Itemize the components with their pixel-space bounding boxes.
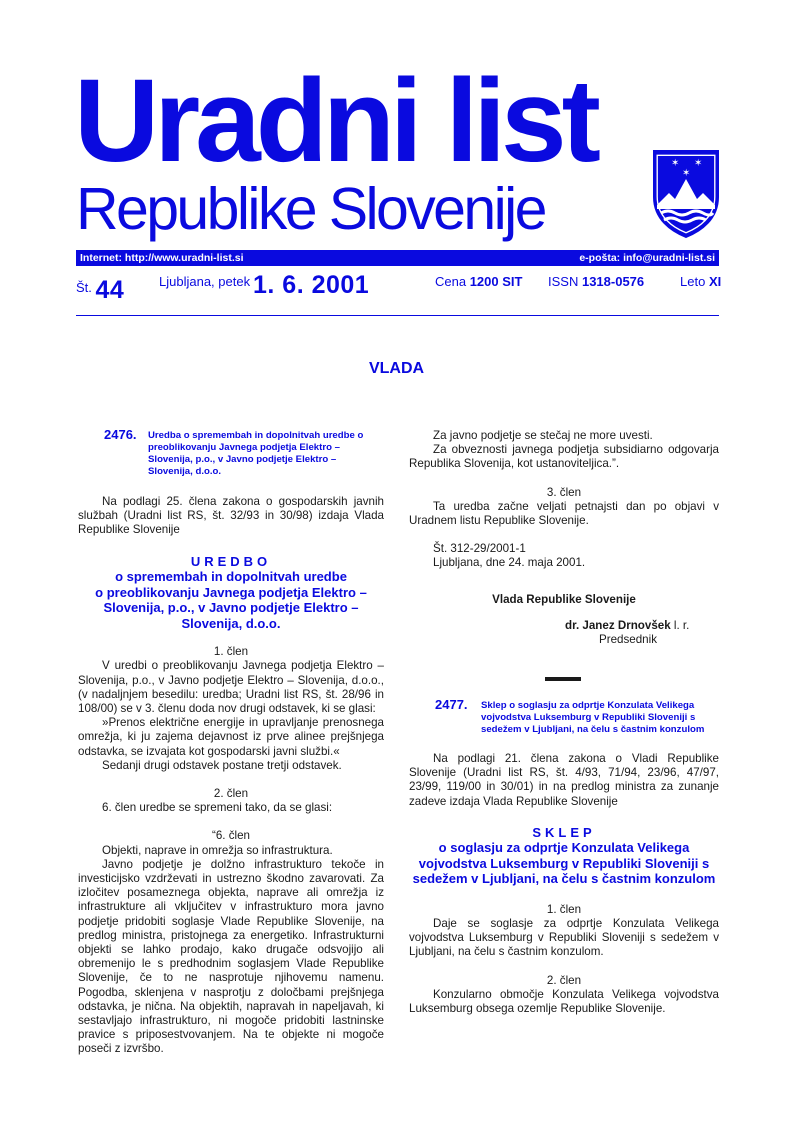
decree-heading-line: Slovenija, d.o.o. <box>181 615 281 631</box>
intro-paragraph: Na podlagi 25. člena zakona o gospodarskih javnih službah (Uradni list RS, št. 32/93 in 30/98) izdaja Vlada Republike Slovenije <box>78 495 384 537</box>
entry-title: Uredba o spremembah in dopolnitvah uredbe o preoblikovanju Javnega podjetja Elektro – Slovenija, p.o., v Javno podjetje Elektro – Slovenija, d.o.o. <box>148 430 364 477</box>
masthead-title: Uradni list <box>74 55 596 187</box>
url-bar <box>76 250 719 266</box>
svg-text:✶: ✶ <box>682 168 691 179</box>
entry-title: Sklep o soglasju za odprtje Konzulata Velikega vojvodstva Luksemburg v Republiki Sloveniji s sedežem v Ljubljani, na čelu s častnim konzulom <box>481 700 705 735</box>
section-title: VLADA <box>368 360 425 377</box>
internet-link[interactable]: Internet: http://www.uradni-list.si <box>80 252 244 264</box>
issue-year: Leto XI <box>680 274 722 289</box>
intro-paragraph: Na podlagi 21. člena zakona o Vladi Republike Slovenije (Uradni list RS, št. 4/93, 71/94, 23/96, 47/97, 23/99, 119/00 in 30/01) in na predlog ministra za zunanje zadeve izdaja Vlada Republike Slovenije <box>409 752 719 808</box>
reference-number: Št. 312-29/2001-1 <box>433 542 526 556</box>
signer-role: Predsednik <box>599 633 658 647</box>
paragraph: Daje se soglasje za odprtje Konzulata Velikega vojvodstva Luksemburg v Republiki Sloveniji s sedežem v Ljubljani, na čelu s častnim konzulom. <box>409 917 719 959</box>
entry-2477-header <box>409 698 719 736</box>
signer-name: dr. Janez Drnovšek l. r. <box>565 618 690 632</box>
decision-heading-line: o soglasju za odprtje Konzulata Velikega <box>438 840 690 856</box>
issue-price: Cena 1200 SIT <box>435 274 523 289</box>
entry-number: 2477. <box>435 697 468 712</box>
paragraph: Javno podjetje je dolžno infrastrukturo tekoče in investicijsko vzdrževati in ustrezno škodno zavarovati. Za izločitev posameznega objekta, naprave ali omrežja iz infrastrukture ali vključitev v infrastrukturo mora javno podjetje pridobiti soglasje Vlade Republike Slovenije, na predlog ministra, pristojnega za energetiko. Infrastrukturni objekti se lahko prodajo, kako drugače odsvojijo ali obremenijo le s predhodnim soglasjem Vlade Republike Slovenije, če to ne nasprotuje njihovemu namenu. Pogodba, sklenjena v nasprotju z določbami prejšnjega odstavka, je nična. Na objektih, napravah in napeljavah, ki sestavljajo infrastrukturo, ni mogoče pridobiti lastninske pravice s priposestvovanjem. Na te objekte ni mogoče poseči z izvršbo. <box>78 857 384 1056</box>
decree-heading-word: UREDBO <box>190 553 272 569</box>
paragraph: Za javno podjetje se stečaj ne more uvesti. <box>433 429 653 442</box>
decree-heading-line: o preoblikovanju Javnega podjetja Elektro – <box>95 584 367 600</box>
svg-text:✶: ✶ <box>694 158 703 169</box>
paragraph: Konzularno območje Konzulata Velikega vojvodstva Luksemburg obsega ozemlje Republike Slovenije. <box>409 987 719 1016</box>
paragraph: V uredbi o preoblikovanju Javnega podjetja Elektro – Slovenija, p.o., v Javno podjetje Elektro – Slovenija, d.o.o., (v nadaljnjem besedilu: uredba; Uradni list RS, št. 28/96 in 108/00) se v 3. členu doda nov drugi odstavek, ki se glasi: <box>78 659 384 715</box>
article-heading: 2. člen <box>213 786 249 800</box>
paragraph: 6. člen uredbe se spremeni tako, da se glasi: <box>102 801 333 815</box>
svg-text:✶: ✶ <box>671 158 680 169</box>
right-column-lower <box>409 698 719 1016</box>
paragraph: Objekti, naprave in omrežja so infrastruktura. <box>102 843 333 857</box>
entry-number: 2476. <box>104 427 137 442</box>
decision-heading-line: vojvodstva Luksemburg v Republiki Sloveniji s <box>418 855 710 871</box>
decision-heading-word: SKLEP <box>532 824 596 840</box>
email-link[interactable]: e-pošta: info@uradni-list.si <box>579 252 715 264</box>
coat-of-arms-icon <box>651 149 721 239</box>
decree-heading-line: Slovenija, p.o., v Javno podjetje Elektro – <box>103 600 359 616</box>
issue-date-value: 1. 6. 2001 <box>253 271 370 299</box>
entry-2476-header <box>78 428 384 478</box>
article-heading: 3. člen <box>546 485 582 499</box>
issue-number: Št. 44 <box>76 276 125 304</box>
article-heading: 2. člen <box>546 973 582 987</box>
paragraph: Ta uredba začne veljati petnajsti dan po objavi v Uradnem listu Republike Slovenije. <box>409 499 719 528</box>
place-date: Ljubljana, dne 24. maja 2001. <box>433 556 586 570</box>
entry-separator <box>545 677 581 681</box>
article-heading: “6. člen <box>211 829 251 843</box>
right-column <box>409 429 719 647</box>
paragraph: Sedanji drugi odstavek postane tretji odstavek. <box>102 758 342 772</box>
left-column <box>78 428 384 1057</box>
issue-date: Ljubljana, petek <box>159 274 251 289</box>
decision-heading-line: sedežem v Ljubljani, na čelu s častnim konzulom <box>412 871 716 887</box>
article-heading: 1. člen <box>546 902 582 916</box>
article-heading: 1. člen <box>213 645 249 659</box>
decree-heading-line: o spremembah in dopolnitvah uredbe <box>115 569 347 585</box>
masthead-subtitle: Republike Slovenije <box>76 176 545 242</box>
header-divider <box>76 315 719 316</box>
issue-issn: ISSN 1318-0576 <box>548 274 645 289</box>
paragraph: Za obveznosti javnega podjetja subsidiarno odgovarja Republika Slovenija, kot ustanoviteljica.”. <box>409 443 719 471</box>
government-signature: Vlada Republike Slovenije <box>492 592 636 606</box>
paragraph: »Prenos električne energije in upravljanje prenosnega omrežja, ki ju zajema dejavnost iz prve alinee prejšnjega odstavka, se izvajata kot gospodarski javni službi.« <box>78 716 384 758</box>
